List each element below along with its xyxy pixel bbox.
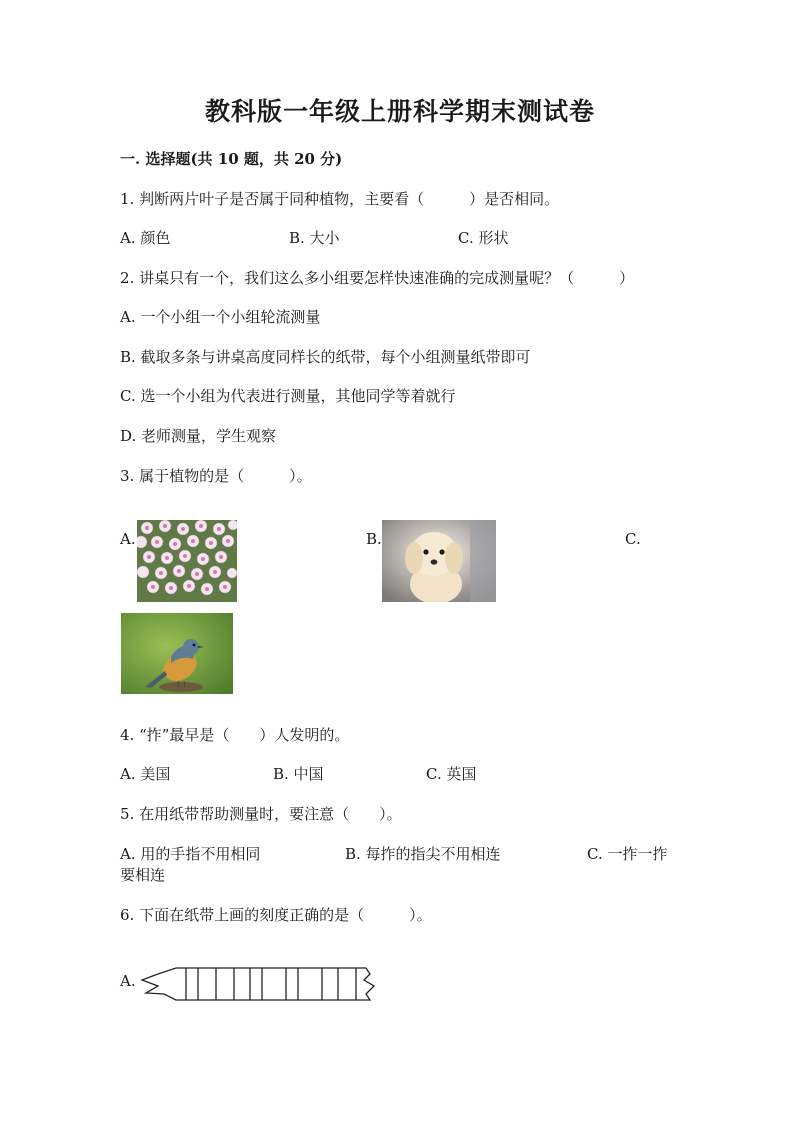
exam-title: 教科版一年级上册科学期末测试卷 bbox=[204, 97, 595, 126]
puppy-photo bbox=[382, 520, 496, 602]
question-2-stem: 2. 讲桌只有一个，我们这么多小组要怎样快速准确的完成测量呢？（ ） bbox=[120, 269, 635, 287]
question-5-option-c: C. 一拃一拃 bbox=[587, 845, 668, 863]
question-5-stem: 5. 在用纸带帮助测量时，要注意（ ）。 bbox=[120, 805, 402, 823]
question-1-stem: 1. 判断两片叶子是否属于同种植物，主要看（ ）是否相同。 bbox=[120, 190, 560, 208]
question-6-stem: 6. 下面在纸带上画的刻度正确的是（ ）。 bbox=[120, 906, 432, 924]
question-2-option-a: A. 一个小组一个小组轮流测量 bbox=[120, 308, 321, 326]
paper-strip-ruler-diagram bbox=[138, 960, 384, 1008]
question-6-option-a: A. bbox=[120, 972, 136, 990]
question-3-option-b: B. bbox=[366, 530, 382, 548]
question-2-option-d: D. 老师测量，学生观察 bbox=[120, 427, 277, 445]
bird-photo bbox=[121, 613, 233, 694]
question-2-option-b: B. 截取多条与讲桌高度同样长的纸带，每个小组测量纸带即可 bbox=[120, 348, 531, 366]
question-4-option-a: A. 美国 bbox=[120, 765, 171, 783]
question-1-option-b: B. 大小 bbox=[289, 229, 340, 247]
question-3-option-a: A. bbox=[120, 530, 136, 548]
question-4-option-c: C. 英国 bbox=[426, 765, 477, 783]
question-2-option-c: C. 选一个小组为代表进行测量，其他同学等着就行 bbox=[120, 387, 456, 405]
question-1-option-a: A. 颜色 bbox=[120, 229, 171, 247]
flowers-photo bbox=[137, 520, 237, 602]
question-5-option-b: B. 每拃的指尖不用相连 bbox=[345, 845, 501, 863]
question-3-option-c: C. bbox=[625, 530, 641, 548]
question-3-stem: 3. 属于植物的是（ ）。 bbox=[120, 467, 312, 485]
question-4-option-b: B. 中国 bbox=[273, 765, 324, 783]
question-5-option-c-continued: 要相连 bbox=[120, 866, 166, 884]
question-1-option-c: C. 形状 bbox=[458, 229, 509, 247]
question-4-stem: 4. “拃”最早是（ ）人发明的。 bbox=[120, 726, 350, 744]
question-5-option-a: A. 用的手指不用相同 bbox=[120, 845, 261, 863]
section-heading-choice: 一. 选择题(共 10 题，共 20 分) bbox=[120, 150, 343, 168]
